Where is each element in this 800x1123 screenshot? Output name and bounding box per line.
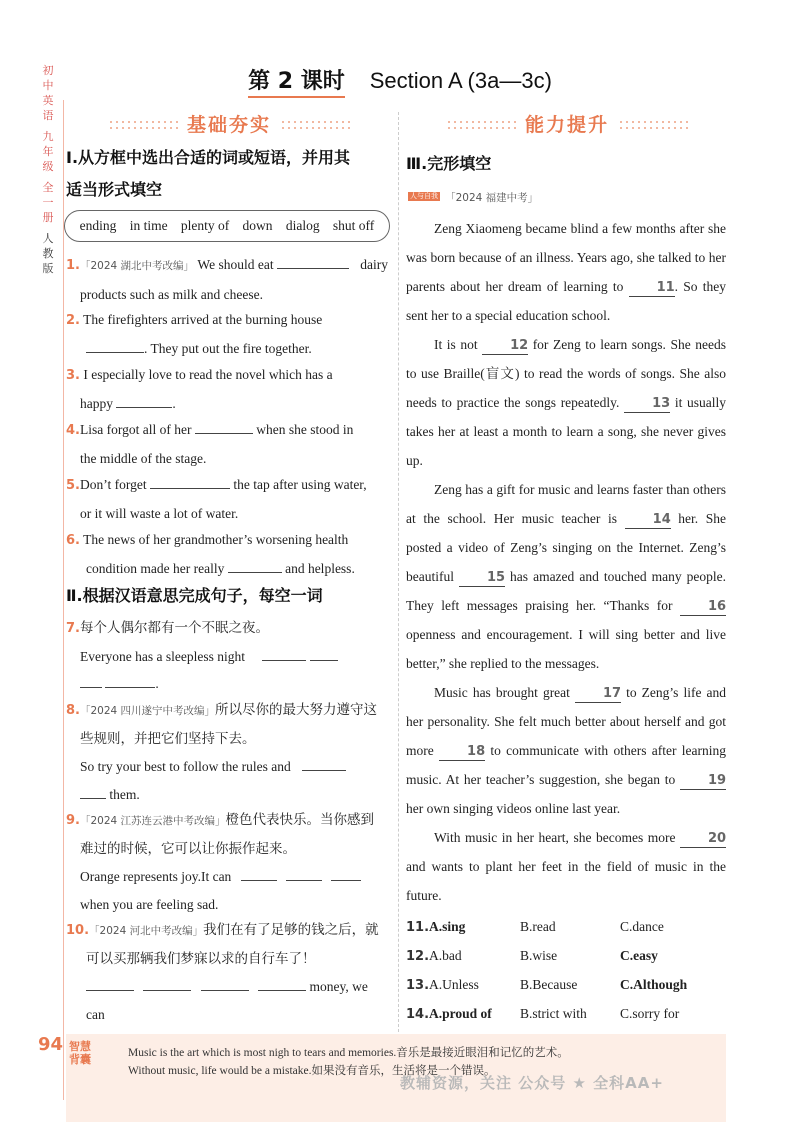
question-text: products such as milk and cheese. [80, 286, 263, 302]
option-row-14 [406, 999, 726, 1028]
lesson-label: 第 2 课时 [248, 69, 345, 98]
option-number: 13. [406, 977, 430, 993]
paragraph-5 [406, 823, 726, 910]
cloze-blank-19[interactable]: 19 [680, 773, 726, 790]
dots-decoration [618, 119, 688, 133]
question-text: The firefighters arrived at the burning house [83, 312, 323, 327]
answer-blank[interactable] [262, 646, 306, 661]
part2-heading: Ⅱ.根据汉语意思完成句子，每空一词 [66, 586, 323, 605]
answer-blank[interactable] [80, 673, 102, 688]
question-text: when she stood in [256, 422, 354, 437]
question-text: . [172, 395, 176, 411]
left-banner-text: 基础夯实 [186, 114, 271, 136]
passage-text: for Zeng to learn songs. She needs to use Braille(盲文) to read the words of songs. She also needs to practice the songs repeatedly. [406, 337, 727, 410]
option-a[interactable]: A.proud of [429, 1005, 492, 1021]
dots-decoration [446, 119, 516, 133]
page-number: 94 [38, 1034, 64, 1055]
question-text: So try your best to follow the rules and [80, 759, 291, 774]
cloze-blank-14[interactable]: 14 [625, 512, 671, 529]
cloze-blank-20[interactable]: 20 [680, 831, 726, 848]
question-4 [66, 416, 388, 472]
question-7: 7.每个人偶尔都有一个不眠之夜。 Everyone has a sleepless night . [66, 614, 388, 698]
option-row-13 [406, 970, 726, 999]
chinese-prompt: 我们在有了足够的钱之后，就 [203, 922, 379, 938]
passage-text: With music in her heart, she becomes more [434, 830, 676, 845]
cloze-blank-11[interactable]: 11 [629, 280, 675, 297]
question-number: 2. [66, 313, 80, 328]
option-a[interactable]: A.sing [429, 918, 466, 934]
paragraph-2 [406, 330, 726, 475]
side-char: 人 [42, 232, 54, 245]
cloze-blank-13[interactable]: 13 [624, 396, 670, 413]
chinese-prompt: 所以尽你的最大努力遵守这 [215, 702, 378, 718]
passage-text: to Zeng’s life and her personality. She felt much better about herself and got more [406, 685, 727, 758]
question-text: Orange represents joy.It can [80, 869, 232, 884]
passage-text: and wants to plant her feet in the field of music in the future. [406, 859, 726, 903]
option-row-12 [406, 941, 726, 970]
chinese-prompt: 每个人偶尔都有一个不眠之夜。 [79, 620, 269, 636]
word-option: ending [79, 218, 117, 233]
part3-source [408, 186, 538, 205]
option-b[interactable]: B.wise [520, 947, 558, 963]
right-banner-text: 能力提升 [524, 114, 609, 136]
cloze-blank-18[interactable]: 18 [439, 744, 485, 761]
word-option: shut off [332, 218, 375, 233]
answer-blank[interactable] [80, 784, 106, 799]
option-c[interactable]: C.Although [620, 976, 688, 992]
question-text: happy [80, 395, 113, 411]
cloze-passage [406, 214, 726, 910]
answer-blank[interactable] [228, 558, 282, 573]
question-8 [66, 696, 388, 808]
cloze-blank-15[interactable]: 15 [459, 570, 505, 587]
quote-2: Without music, life would be a mistake.如果没有音乐，生活将是一个错误。 [128, 1065, 496, 1077]
left-banner [66, 110, 392, 136]
option-c[interactable]: C.sorry for [620, 1005, 680, 1021]
side-char: 册 [42, 211, 54, 224]
word-box [64, 210, 390, 242]
question-1 [66, 251, 388, 308]
question-text: Don’t forget [79, 477, 147, 492]
answer-blank[interactable] [310, 646, 338, 661]
question-text: Lisa forgot all of her [79, 422, 192, 437]
answer-blank[interactable] [105, 673, 155, 688]
answer-blank[interactable] [302, 756, 346, 771]
passage-text: Zeng Xiaomeng became blind a few months after she was born because of an illness. Years ago, she talked to her parents about her dream of learning to [406, 221, 726, 294]
cloze-blank-17[interactable]: 17 [575, 686, 621, 703]
question-6 [66, 526, 388, 582]
question-text: condition made her really [86, 560, 225, 576]
source-tag: 「2024 湖北中考改编」 [79, 260, 195, 272]
word-option: dialog [285, 218, 320, 233]
answer-blank[interactable] [277, 254, 349, 269]
answer-blank[interactable] [143, 976, 191, 991]
word-option: in time [129, 218, 168, 233]
word-option: plenty of [180, 218, 230, 233]
option-a[interactable]: A.Unless [429, 976, 479, 992]
passage-text: has amazed and touched many people. They left messages praising her. “Thanks for [406, 569, 726, 613]
page-title [0, 64, 800, 95]
question-text: We should eat [197, 257, 274, 272]
option-number: 12. [406, 948, 430, 964]
question-text: the tap after using water, [233, 477, 367, 492]
part1-heading-line: Ⅰ.从方框中选出合适的词或短语，并用其 [66, 148, 351, 167]
part1-heading [66, 144, 350, 204]
question-text: and helpless. [285, 560, 355, 576]
answer-blank[interactable] [241, 866, 277, 881]
side-char: 级 [42, 160, 54, 173]
paragraph-4 [406, 678, 726, 823]
side-char: 教 [42, 247, 54, 260]
option-b[interactable]: B.strict with [520, 1005, 587, 1021]
paragraph-1 [406, 214, 726, 330]
answer-blank[interactable] [286, 866, 322, 881]
passage-text: It is not [434, 337, 478, 352]
answer-blank[interactable] [150, 474, 230, 489]
question-number: 9. [66, 813, 80, 828]
option-c[interactable]: C.easy [620, 947, 658, 963]
question-number: 3. [66, 368, 80, 383]
question-text: them. [109, 786, 140, 802]
answer-blank[interactable] [201, 976, 249, 991]
answer-options [406, 912, 726, 1028]
question-3 [66, 361, 388, 417]
option-b[interactable]: B.Because [520, 976, 578, 992]
side-char: 一 [42, 196, 54, 209]
source-tag: 「2024 四川遂宁中考改编」 [79, 705, 216, 717]
side-strip [40, 64, 56, 277]
part3-heading: Ⅲ.完形填空 [406, 154, 492, 173]
paragraph-3 [406, 475, 726, 678]
question-9 [66, 806, 388, 918]
side-rule [63, 100, 64, 1100]
theme-badge: 人与自我 [410, 192, 438, 200]
question-text: money, we can [86, 979, 368, 1022]
question-number: 1. [66, 258, 80, 273]
quote-1: Music is the art which is most nigh to tears and memories.音乐是最接近眼泪和记忆的艺术。 [128, 1047, 569, 1059]
passage-text: Music has brought great [434, 685, 570, 700]
side-char: 版 [42, 262, 54, 275]
question-number: 10. [66, 923, 90, 938]
option-b[interactable]: B.read [520, 918, 556, 934]
source-tag: 「2024 福建中考」 [445, 192, 539, 204]
answer-blank[interactable] [195, 419, 253, 434]
passage-text: her own singing videos online last year. [406, 801, 621, 816]
question-text: dairy [360, 257, 388, 272]
question-text: I especially love to read the novel which has a [83, 367, 333, 382]
cloze-blank-12[interactable]: 12 [482, 338, 528, 355]
passage-text: Zeng has a gift for music and learns faster than others at the school. Her music teacher is [406, 482, 726, 526]
side-char: 九 [42, 130, 54, 143]
answer-blank[interactable] [116, 393, 172, 408]
chinese-prompt: 橙色代表快乐。当你感到 [225, 812, 375, 828]
question-number: 8. [66, 703, 80, 718]
question-text: the middle of the stage. [80, 450, 207, 466]
question-number: 6. [66, 533, 80, 548]
question-5 [66, 471, 388, 527]
chinese-prompt: 难过的时候，它可以让你振作起来。 [80, 840, 296, 857]
option-row-11 [406, 912, 726, 941]
chinese-prompt: 可以买那辆我们梦寐以求的自行车了！ [86, 950, 316, 967]
side-char: 初 [42, 64, 54, 77]
side-char: 全 [42, 181, 54, 194]
option-c[interactable]: C.dance [620, 918, 664, 934]
answer-blank[interactable] [86, 976, 134, 991]
side-char: 中 [42, 79, 54, 92]
source-tag: 「2024 河北中考改编」 [89, 925, 204, 937]
part1-heading-line: 适当形式填空 [66, 180, 163, 199]
source-tag: 「2024 江苏连云港中考改编」 [79, 815, 226, 827]
option-number: 14. [406, 1006, 430, 1022]
right-banner [404, 110, 730, 136]
word-option: down [242, 218, 273, 233]
question-2 [66, 306, 388, 362]
question-text: when you are feeling sad. [80, 896, 219, 912]
dots-decoration [280, 119, 350, 133]
question-number: 7. [66, 621, 80, 636]
answer-blank[interactable] [86, 338, 144, 353]
passage-text: . So they sent her to a special education school. [406, 279, 727, 323]
question-number: 4. [66, 423, 80, 438]
question-text: or it will waste a lot of water. [80, 505, 239, 521]
section-label: Section A (3a—3c) [369, 68, 552, 93]
option-number: 11. [406, 919, 430, 935]
question-text: . They put out the fire together. [144, 340, 312, 356]
passage-text: openness and encouragement. I will sing better and live better,” she replied to the messages. [406, 627, 726, 671]
passage-text: to communicate with others after learning music. At her teacher’s suggestion, she began to [406, 743, 726, 787]
cloze-blank-16[interactable]: 16 [680, 599, 726, 616]
question-text: Everyone has a sleepless night [80, 648, 245, 664]
answer-blank[interactable] [331, 866, 361, 881]
dots-decoration [108, 119, 178, 133]
question-text: The news of her grandmother’s worsening health [83, 532, 349, 547]
side-char: 语 [42, 109, 54, 122]
watermark: 教辅资源，关注 公众号 ★ 全科AA+ [400, 1074, 664, 1092]
answer-blank[interactable] [258, 976, 306, 991]
side-char: 年 [42, 145, 54, 158]
option-a[interactable]: A.bad [429, 947, 462, 963]
passage-text: her. She posted a video of Zeng’s singing on the Internet. Zeng’s beautiful [406, 511, 727, 584]
column-divider [398, 112, 400, 1032]
question-number: 5. [66, 478, 80, 493]
side-char: 英 [42, 94, 54, 107]
footer-tag: 智慧背囊 [69, 1040, 91, 1066]
passage-text: it usually takes her at least a month to learn a song, she never gives up. [406, 395, 727, 468]
chinese-prompt: 些规则，并把它们坚持下去。 [80, 730, 256, 747]
